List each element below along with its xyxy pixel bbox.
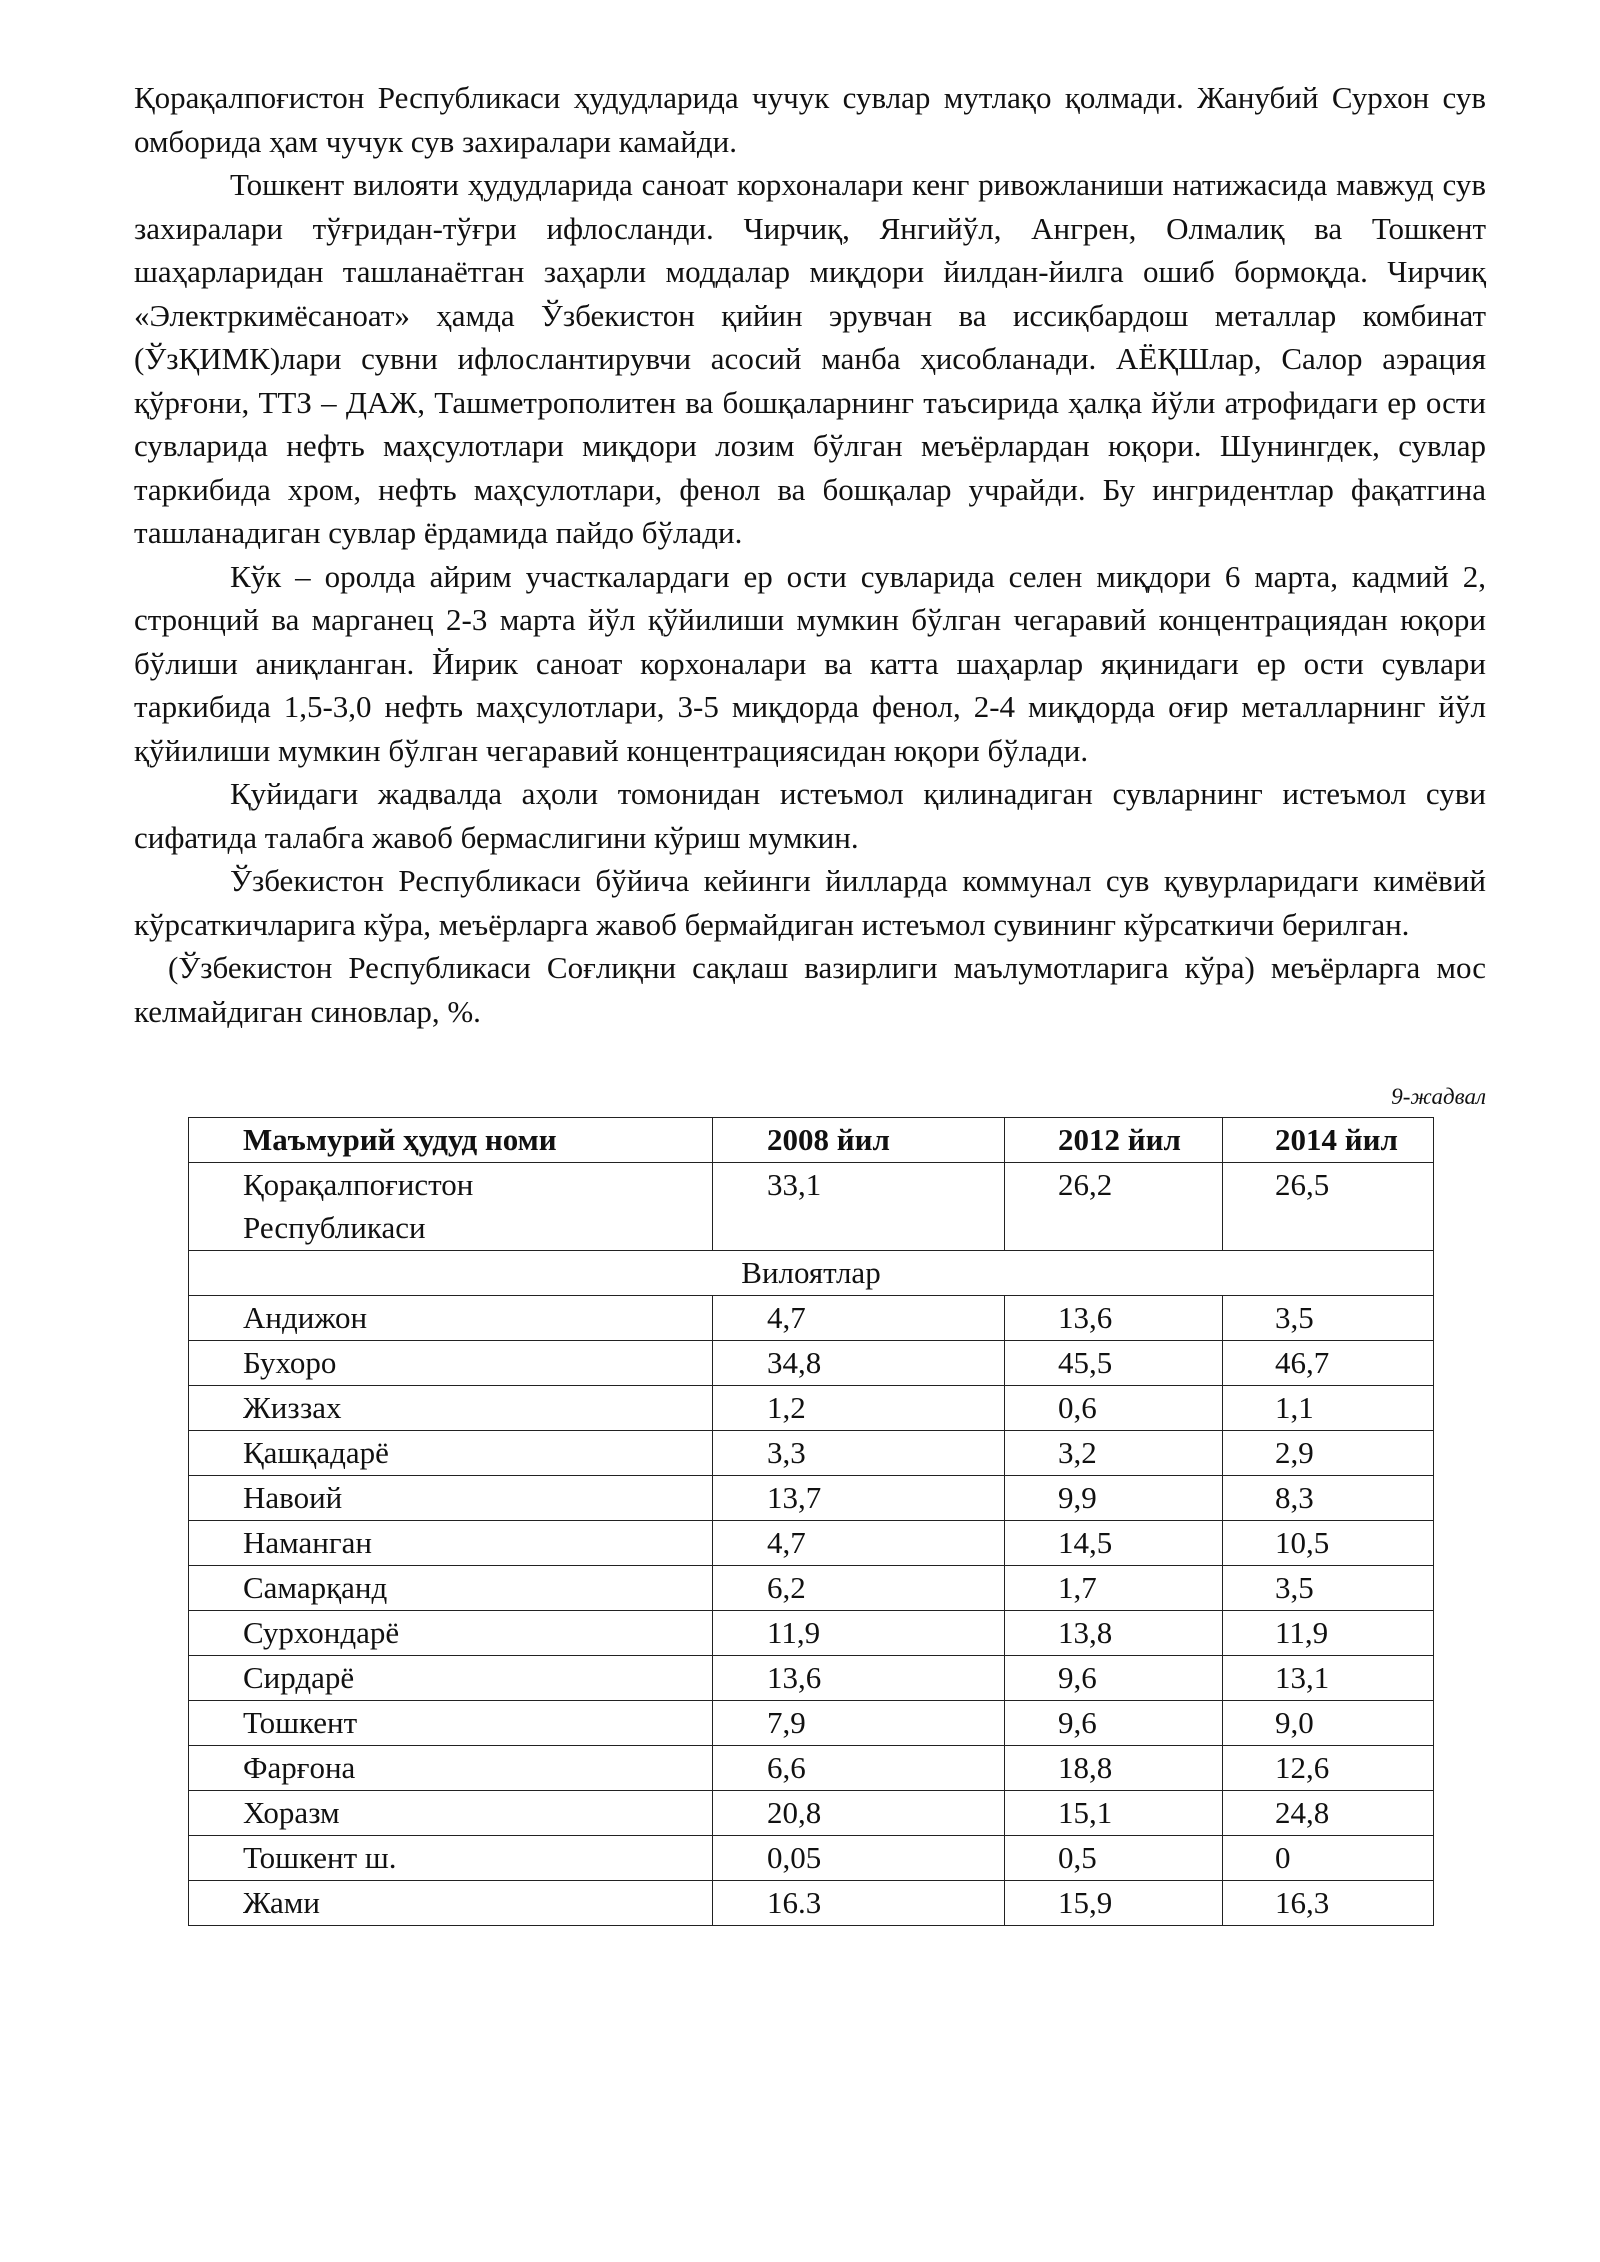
value-2012-cell: 15,1: [1005, 1791, 1223, 1836]
value-2012-cell: 26,2: [1005, 1163, 1223, 1251]
value-2008-cell: 13,7: [713, 1476, 1005, 1521]
region-name-cell: Навоий: [189, 1476, 713, 1521]
value-2008-cell: 4,7: [713, 1521, 1005, 1566]
value-2014-cell: 24,8: [1223, 1791, 1434, 1836]
region-name-line-2: Республикаси: [243, 1210, 426, 1245]
region-name-cell: Хоразм: [189, 1791, 713, 1836]
value-2008-cell: 13,6: [713, 1656, 1005, 1701]
table-row: [189, 1341, 1434, 1386]
region-name-cell: Фарғона: [189, 1746, 713, 1791]
value-2014-cell: 12,6: [1223, 1746, 1434, 1791]
value-2014-cell: 1,1: [1223, 1386, 1434, 1431]
value-2012-cell: 1,7: [1005, 1566, 1223, 1611]
region-name-cell: Жами: [189, 1881, 713, 1926]
value-2014-cell: 9,0: [1223, 1701, 1434, 1746]
table-row: [189, 1836, 1434, 1881]
table-row: [189, 1476, 1434, 1521]
region-name-cell: Наманган: [189, 1521, 713, 1566]
value-2008-cell: 6,6: [713, 1746, 1005, 1791]
region-name-cell: Бухоро: [189, 1341, 713, 1386]
value-2014-cell: 16,3: [1223, 1881, 1434, 1926]
table-row: [189, 1611, 1434, 1656]
region-name-line-1: Қорақалпоғистон: [243, 1167, 474, 1202]
paragraph-4: Қуйидаги жадвалда аҳоли томонидан истеъмол қилинадиган сувларнинг истеъмол суви сифатида талабга жавоб бермаслигини кўриш мумкин.: [134, 776, 1486, 855]
value-2014-cell: 3,5: [1223, 1296, 1434, 1341]
table-row: [189, 1566, 1434, 1611]
value-2014-cell: 3,5: [1223, 1566, 1434, 1611]
paragraph-3: Кўк – оролда айрим участкалардаги ер ости сувларида селен миқдори 6 марта, кадмий 2, стронций ва марганец 2-3 марта йўл қўйилиши мумкин бўлган чегаравий концентрациядан юқори бўлиши аниқланган. Йирик саноат корхоналари ва катта шаҳарлар яқинидаги ер ости сувлари таркибида 1,5-3,0 нефть маҳсулотлари, 3-5 миқдорда фенол, 2-4 миқдорда оғир металларнинг йўл қўйилиши мумкин бўлган чегаравий концентрациясидан юқори бўлади.: [134, 558, 1486, 768]
value-2008-cell: 34,8: [713, 1341, 1005, 1386]
table-row: [189, 1701, 1434, 1746]
table-row: [189, 1163, 1434, 1251]
value-2014-cell: 46,7: [1223, 1341, 1434, 1386]
table-intro-paragraph: (Ўзбекистон Республикаси Соғлиқни сақлаш вазирлиги маълумотларига кўра) меъёрларга мос келмайдиган синовлар, %.: [134, 950, 1486, 1029]
value-2008-cell: 4,7: [713, 1296, 1005, 1341]
paragraph-1: Қорақалпоғистон Республикаси ҳудудларида чучук сувлар мутлақо қолмади. Жанубий Сурхон сув омборида ҳам чучук сув захиралари камайди.: [134, 80, 1486, 159]
value-2008-cell: 6,2: [713, 1566, 1005, 1611]
value-2012-cell: 0,5: [1005, 1836, 1223, 1881]
value-2008-cell: 11,9: [713, 1611, 1005, 1656]
value-2012-cell: 9,6: [1005, 1701, 1223, 1746]
region-name-cell: [189, 1163, 713, 1251]
value-2008-cell: 0,05: [713, 1836, 1005, 1881]
region-name-cell: Қашқадарё: [189, 1431, 713, 1476]
header-2012: 2012 йил: [1005, 1118, 1223, 1163]
table-row: [189, 1746, 1434, 1791]
data-table: [188, 1117, 1434, 1926]
value-2008-cell: 7,9: [713, 1701, 1005, 1746]
region-name-cell: Самарқанд: [189, 1566, 713, 1611]
value-2014-cell: 8,3: [1223, 1476, 1434, 1521]
table-group-row: [189, 1251, 1434, 1296]
value-2008-cell: 3,3: [713, 1431, 1005, 1476]
region-name-cell: Андижон: [189, 1296, 713, 1341]
header-2008: 2008 йил: [713, 1118, 1005, 1163]
table-row: [189, 1656, 1434, 1701]
value-2014-cell: 26,5: [1223, 1163, 1434, 1251]
value-2008-cell: 20,8: [713, 1791, 1005, 1836]
value-2012-cell: 3,2: [1005, 1431, 1223, 1476]
value-2012-cell: 18,8: [1005, 1746, 1223, 1791]
table-caption: 9-жадвал: [1391, 1084, 1486, 1109]
value-2014-cell: 2,9: [1223, 1431, 1434, 1476]
value-2008-cell: 16.3: [713, 1881, 1005, 1926]
group-label-cell: Вилоятлар: [189, 1251, 1434, 1296]
document-page: [134, 76, 1486, 1926]
header-region-name: Маъмурий ҳудуд номи: [189, 1118, 713, 1163]
table-row: [189, 1521, 1434, 1566]
region-name-cell: Жиззах: [189, 1386, 713, 1431]
value-2008-cell: 33,1: [713, 1163, 1005, 1251]
table-row: [189, 1431, 1434, 1476]
value-2012-cell: 9,9: [1005, 1476, 1223, 1521]
region-name-cell: Сирдарё: [189, 1656, 713, 1701]
value-2014-cell: 13,1: [1223, 1656, 1434, 1701]
table-row: [189, 1881, 1434, 1926]
paragraph-5: Ўзбекистон Республикаси бўйича кейинги йилларда коммунал сув қувурларидаги кимёвий кўрсаткичларига кўра, меъёрларга жавоб бермайдиган истеъмол сувининг кўрсаткичи берилган.: [134, 863, 1486, 942]
value-2012-cell: 0,6: [1005, 1386, 1223, 1431]
value-2012-cell: 13,8: [1005, 1611, 1223, 1656]
value-2012-cell: 9,6: [1005, 1656, 1223, 1701]
value-2014-cell: 10,5: [1223, 1521, 1434, 1566]
table-header-row: [189, 1118, 1434, 1163]
value-2008-cell: 1,2: [713, 1386, 1005, 1431]
table-row: [189, 1386, 1434, 1431]
header-2014: 2014 йил: [1223, 1118, 1434, 1163]
paragraph-2: Тошкент вилояти ҳудудларида саноат корхоналари кенг ривожланиши натижасида мавжуд сув захиралари тўғридан-тўғри ифлосланди. Чирчиқ, Янгийўл, Ангрен, Олмалиқ ва Тошкент шаҳарларидан ташланаётган заҳарли моддалар миқдори йилдан-йилга ошиб бормоқда. Чирчиқ «Электркимёсаноат» ҳамда Ўзбекистон қийин эрувчан ва иссиқбардош металлар комбинат (ЎзҚИМК)лари сувни ифлослантирувчи асосий манба ҳисобланади. АЁҚШлар, Салор аэрация қўрғони, ТТЗ – ДАЖ, Ташметрополитен ва бошқаларнинг таъсирида ҳалқа йўли атрофидаги ер ости сувларида нефть маҳсулотлари миқдори лозим бўлган меъёрлардан юқори. Шунингдек, сувлар таркибида хром, нефть маҳсулотлари, фенол ва бошқалар учрайди. Бу ингридентлар фақатгина ташланадиган сувлар ёрдамида пайдо бўлади.: [134, 167, 1486, 550]
table-row: [189, 1791, 1434, 1836]
value-2014-cell: 11,9: [1223, 1611, 1434, 1656]
value-2012-cell: 15,9: [1005, 1881, 1223, 1926]
value-2012-cell: 45,5: [1005, 1341, 1223, 1386]
region-name-cell: Тошкент: [189, 1701, 713, 1746]
value-2012-cell: 13,6: [1005, 1296, 1223, 1341]
table-row: [189, 1296, 1434, 1341]
value-2014-cell: 0: [1223, 1836, 1434, 1881]
region-name-cell: Сурхондарё: [189, 1611, 713, 1656]
region-name-cell: Тошкент ш.: [189, 1836, 713, 1881]
value-2012-cell: 14,5: [1005, 1521, 1223, 1566]
